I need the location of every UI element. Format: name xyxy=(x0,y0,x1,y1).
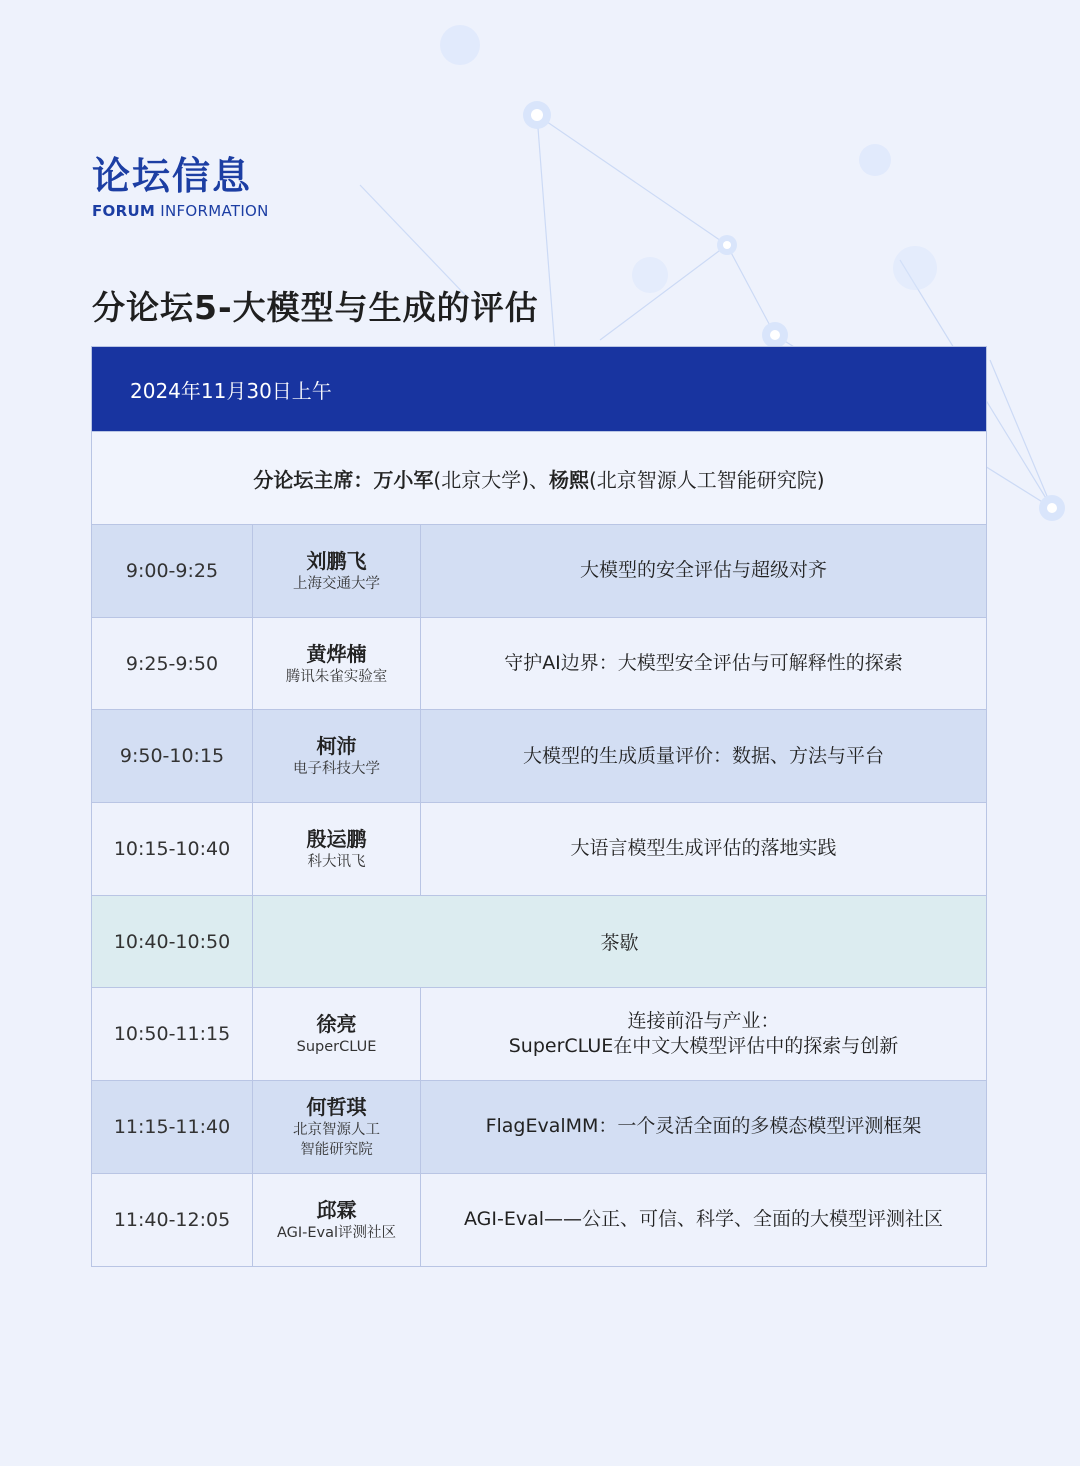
topic-cell: FlagEvalMM：一个灵活全面的多模态模型评测框架 xyxy=(485,1115,922,1138)
topic-line: 连接前沿与产业： xyxy=(627,1010,780,1033)
speaker-affiliation: 腾讯朱雀实验室 xyxy=(285,668,388,685)
tea-break-row xyxy=(92,895,986,988)
time-cell: 10:50-11:15 xyxy=(92,988,253,1080)
speaker-affiliation: SuperCLUE xyxy=(296,1039,377,1056)
topic-cell: 大模型的安全评估与超级对齐 xyxy=(579,559,827,582)
chair-label: 分论坛主席： xyxy=(253,467,374,492)
schedule-table xyxy=(91,346,987,1267)
time-cell: 11:40-12:05 xyxy=(92,1174,253,1266)
subtitle-bold: FORUM xyxy=(92,202,156,220)
forum-title: 分论坛5-大模型与生成的评估 xyxy=(92,288,539,327)
speaker-name: 何哲琪 xyxy=(306,1094,367,1119)
speaker-cell xyxy=(253,618,421,710)
table-row xyxy=(92,802,986,895)
speaker-name: 黄烨楠 xyxy=(306,641,367,666)
speaker-affiliation: 科大讯飞 xyxy=(307,853,366,870)
speaker-name: 邱霖 xyxy=(316,1197,357,1222)
chair-affiliation-2: (北京智源人工智能研究院) xyxy=(589,467,825,492)
table-row xyxy=(92,987,986,1080)
speaker-name: 刘鹏飞 xyxy=(306,548,367,573)
speaker-cell xyxy=(253,525,421,617)
speaker-cell xyxy=(253,1081,421,1173)
table-row xyxy=(92,524,986,617)
time-cell: 9:00-9:25 xyxy=(92,525,253,617)
session-date: 2024年11月30日上午 xyxy=(130,378,332,403)
speaker-name: 殷运鹏 xyxy=(306,826,367,851)
speaker-cell xyxy=(253,710,421,802)
table-row xyxy=(92,709,986,802)
topic-cell: AGI-Eval——公正、可信、科学、全面的大模型评测社区 xyxy=(463,1208,944,1231)
topic-line: SuperCLUE在中文大模型评估中的探索与创新 xyxy=(508,1035,899,1058)
subtitle-rest: INFORMATION xyxy=(155,202,269,220)
topic-cell: 大模型的生成质量评价：数据、方法与平台 xyxy=(522,744,884,767)
time-cell: 10:40-10:50 xyxy=(92,896,253,988)
speaker-affiliation: 上海交通大学 xyxy=(293,575,380,592)
topic-cell xyxy=(421,988,986,1080)
forum-info-title: 论坛信息 xyxy=(92,154,253,198)
table-row xyxy=(92,1173,986,1266)
time-cell: 11:15-11:40 xyxy=(92,1081,253,1173)
forum-info-header xyxy=(92,150,269,220)
speaker-cell xyxy=(253,1174,421,1266)
time-cell: 9:25-9:50 xyxy=(92,618,253,710)
speaker-affiliation: 北京智源人工 xyxy=(293,1121,380,1138)
chair-affiliation-1: (北京大学)、 xyxy=(433,467,549,492)
speaker-name: 柯沛 xyxy=(316,734,357,759)
chair-row xyxy=(92,431,986,524)
topic-cell: 大语言模型生成评估的落地实践 xyxy=(570,837,837,860)
date-bar xyxy=(92,347,986,431)
time-cell: 9:50-10:15 xyxy=(92,710,253,802)
chair-name-2: 杨熙 xyxy=(549,467,589,492)
table-row xyxy=(92,1080,986,1173)
speaker-name: 徐亮 xyxy=(316,1012,357,1037)
time-cell: 10:15-10:40 xyxy=(92,803,253,895)
speaker-affiliation: 智能研究院 xyxy=(300,1141,373,1158)
topic-cell: 守护AI边界：大模型安全评估与可解释性的探索 xyxy=(504,652,903,675)
speaker-affiliation: 电子科技大学 xyxy=(293,761,380,778)
speaker-affiliation: AGI-Eval评测社区 xyxy=(276,1224,397,1241)
speaker-cell xyxy=(253,803,421,895)
tea-break-label: 茶歇 xyxy=(600,932,639,955)
chair-name-1: 万小军 xyxy=(373,467,434,492)
forum-info-subtitle xyxy=(92,202,269,220)
table-row xyxy=(92,617,986,710)
speaker-cell xyxy=(253,988,421,1080)
